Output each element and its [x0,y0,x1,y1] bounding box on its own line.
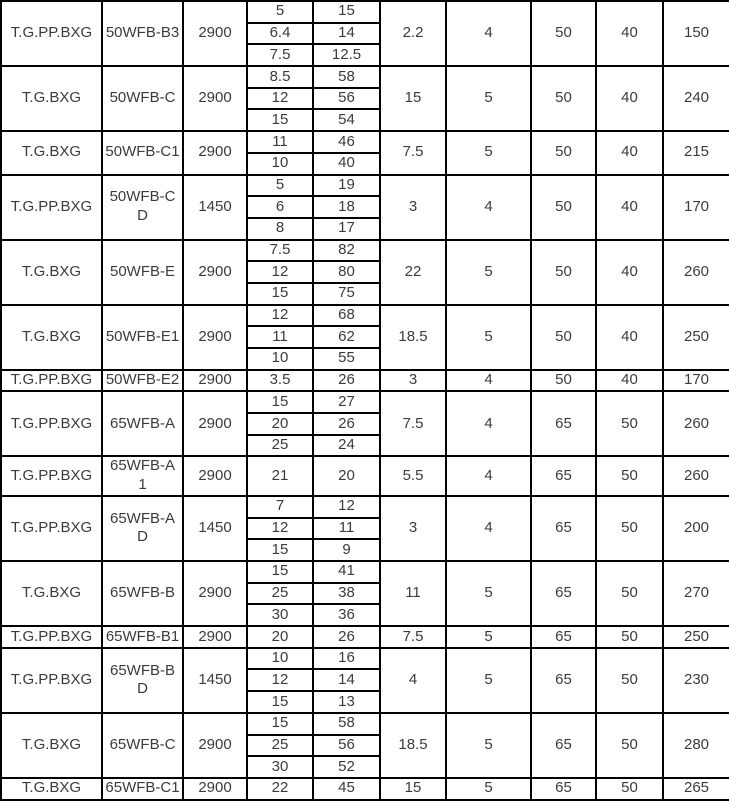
cell-head: 14 [313,23,380,45]
cell-material: T.G.PP.BXG [1,626,102,648]
cell-material: T.G.PP.BXG [1,456,102,496]
cell-speed: 2900 [183,240,247,305]
cell-value-3: 65 [531,648,596,713]
cell-value-3: 50 [531,131,596,174]
cell-value-4: 40 [596,175,663,240]
cell-value-3: 50 [531,240,596,305]
cell-head: 52 [313,756,380,778]
cell-flow: 15 [247,561,313,583]
cell-value-5: 260 [663,456,729,496]
cell-head: 56 [313,735,380,757]
cell-speed: 2900 [183,305,247,370]
cell-head: 40 [313,153,380,175]
cell-speed: 1450 [183,175,247,240]
cell-value-5: 230 [663,648,729,713]
cell-head: 38 [313,583,380,605]
cell-head: 16 [313,648,380,670]
cell-head: 82 [313,240,380,262]
cell-model: 65WFB-C [102,713,183,778]
cell-value-3: 50 [531,175,596,240]
cell-value-5: 250 [663,305,729,370]
cell-value-3: 50 [531,66,596,131]
cell-speed: 2900 [183,370,247,392]
cell-material: T.G.BXG [1,561,102,626]
cell-material: T.G.PP.BXG [1,1,102,66]
cell-flow: 15 [247,283,313,305]
cell-speed: 2900 [183,456,247,496]
cell-value-5: 250 [663,626,729,648]
cell-value-2: 5 [446,66,531,131]
cell-head: 26 [313,370,380,392]
cell-flow: 12 [247,261,313,283]
cell-flow: 7.5 [247,240,313,262]
cell-value-4: 40 [596,131,663,174]
cell-value-2: 5 [446,648,531,713]
cell-value-3: 65 [531,456,596,496]
cell-head: 12.5 [313,44,380,66]
cell-head: 14 [313,669,380,691]
cell-material: T.G.BXG [1,131,102,174]
cell-value-1: 5.5 [380,456,446,496]
cell-head: 18 [313,196,380,218]
table-row [1,305,729,327]
cell-value-5: 200 [663,496,729,561]
table-row [1,778,729,800]
cell-speed: 1450 [183,496,247,561]
cell-flow: 8 [247,218,313,240]
cell-flow: 25 [247,435,313,457]
cell-head: 54 [313,109,380,131]
cell-value-4: 40 [596,1,663,66]
cell-model: 50WFB-E1 [102,305,183,370]
cell-speed: 2900 [183,131,247,174]
cell-material: T.G.BXG [1,713,102,778]
cell-value-4: 50 [596,778,663,800]
cell-flow: 7 [247,496,313,518]
cell-head: 19 [313,175,380,197]
cell-head: 26 [313,626,380,648]
cell-flow: 20 [247,413,313,435]
cell-value-3: 65 [531,496,596,561]
cell-value-1: 7.5 [380,131,446,174]
cell-flow: 30 [247,756,313,778]
cell-flow: 3.5 [247,370,313,392]
cell-value-5: 240 [663,66,729,131]
cell-value-1: 7.5 [380,391,446,456]
table-row [1,175,729,197]
cell-value-4: 50 [596,456,663,496]
cell-value-4: 50 [596,626,663,648]
cell-speed: 2900 [183,778,247,800]
table-row [1,713,729,735]
cell-flow: 15 [247,539,313,561]
cell-head: 26 [313,413,380,435]
cell-flow: 15 [247,391,313,413]
cell-value-1: 18.5 [380,305,446,370]
cell-value-3: 65 [531,713,596,778]
cell-value-5: 280 [663,713,729,778]
cell-value-2: 4 [446,496,531,561]
cell-value-2: 4 [446,391,531,456]
cell-value-3: 50 [531,305,596,370]
cell-material: T.G.BXG [1,778,102,800]
cell-value-2: 5 [446,561,531,626]
cell-head: 15 [313,1,380,23]
cell-model: 50WFB-C D [102,175,183,240]
cell-value-4: 40 [596,305,663,370]
table-row [1,648,729,670]
cell-model: 50WFB-E [102,240,183,305]
cell-value-1: 15 [380,778,446,800]
cell-value-5: 215 [663,131,729,174]
cell-material: T.G.PP.BXG [1,175,102,240]
cell-value-4: 50 [596,496,663,561]
cell-model: 65WFB-B D [102,648,183,713]
cell-flow: 11 [247,131,313,153]
cell-value-4: 40 [596,66,663,131]
cell-flow: 15 [247,713,313,735]
cell-value-2: 5 [446,626,531,648]
cell-model: 50WFB-C1 [102,131,183,174]
cell-value-1: 3 [380,496,446,561]
cell-head: 9 [313,539,380,561]
cell-value-2: 4 [446,175,531,240]
cell-value-5: 170 [663,175,729,240]
cell-material: T.G.BXG [1,305,102,370]
cell-value-5: 260 [663,240,729,305]
cell-flow: 15 [247,691,313,713]
cell-flow: 8.5 [247,66,313,88]
table-row [1,66,729,88]
cell-value-5: 150 [663,1,729,66]
cell-value-1: 3 [380,175,446,240]
cell-value-2: 5 [446,131,531,174]
cell-speed: 2900 [183,561,247,626]
cell-model: 50WFB-C [102,66,183,131]
cell-head: 20 [313,456,380,496]
cell-model: 65WFB-A D [102,496,183,561]
table-row [1,391,729,413]
table-row [1,240,729,262]
cell-material: T.G.PP.BXG [1,648,102,713]
cell-value-1: 15 [380,66,446,131]
cell-value-2: 4 [446,370,531,392]
cell-value-1: 22 [380,240,446,305]
cell-value-4: 50 [596,391,663,456]
cell-model: 65WFB-C1 [102,778,183,800]
cell-value-3: 50 [531,1,596,66]
cell-value-3: 65 [531,391,596,456]
cell-value-2: 4 [446,456,531,496]
cell-head: 24 [313,435,380,457]
cell-value-1: 4 [380,648,446,713]
cell-value-1: 7.5 [380,626,446,648]
cell-flow: 5 [247,1,313,23]
cell-material: T.G.PP.BXG [1,370,102,392]
cell-flow: 25 [247,735,313,757]
cell-speed: 2900 [183,626,247,648]
cell-material: T.G.BXG [1,66,102,131]
table-row [1,626,729,648]
cell-flow: 7.5 [247,44,313,66]
cell-value-3: 65 [531,778,596,800]
cell-value-5: 260 [663,391,729,456]
cell-head: 58 [313,713,380,735]
cell-material: T.G.PP.BXG [1,391,102,456]
cell-speed: 1450 [183,648,247,713]
cell-value-5: 270 [663,561,729,626]
cell-flow: 20 [247,626,313,648]
cell-value-3: 65 [531,626,596,648]
cell-head: 27 [313,391,380,413]
cell-speed: 2900 [183,66,247,131]
cell-value-2: 5 [446,778,531,800]
cell-flow: 10 [247,153,313,175]
cell-flow: 25 [247,583,313,605]
cell-head: 62 [313,326,380,348]
cell-value-2: 5 [446,240,531,305]
cell-value-3: 50 [531,370,596,392]
cell-model: 50WFB-E2 [102,370,183,392]
table-row [1,561,729,583]
cell-head: 75 [313,283,380,305]
table-row [1,456,729,496]
table-row [1,131,729,153]
cell-flow: 22 [247,778,313,800]
cell-value-4: 40 [596,370,663,392]
cell-flow: 6 [247,196,313,218]
table-row [1,370,729,392]
cell-head: 46 [313,131,380,153]
cell-value-2: 5 [446,305,531,370]
cell-head: 11 [313,518,380,540]
cell-value-5: 170 [663,370,729,392]
cell-flow: 12 [247,518,313,540]
cell-value-1: 2.2 [380,1,446,66]
cell-head: 56 [313,88,380,110]
cell-head: 17 [313,218,380,240]
table-row [1,1,729,23]
cell-flow: 12 [247,88,313,110]
table-row [1,496,729,518]
cell-value-2: 5 [446,713,531,778]
cell-value-1: 3 [380,370,446,392]
cell-flow: 15 [247,109,313,131]
cell-value-3: 65 [531,561,596,626]
cell-model: 65WFB-B [102,561,183,626]
cell-value-4: 50 [596,713,663,778]
cell-head: 12 [313,496,380,518]
cell-speed: 2900 [183,713,247,778]
cell-value-4: 50 [596,648,663,713]
cell-material: T.G.BXG [1,240,102,305]
cell-head: 13 [313,691,380,713]
cell-flow: 6.4 [247,23,313,45]
cell-flow: 5 [247,175,313,197]
cell-flow: 12 [247,305,313,327]
cell-flow: 12 [247,669,313,691]
cell-speed: 2900 [183,1,247,66]
cell-material: T.G.PP.BXG [1,496,102,561]
cell-head: 58 [313,66,380,88]
cell-head: 36 [313,604,380,626]
cell-value-1: 11 [380,561,446,626]
cell-speed: 2900 [183,391,247,456]
cell-flow: 11 [247,326,313,348]
cell-head: 68 [313,305,380,327]
cell-model: 65WFB-A 1 [102,456,183,496]
cell-head: 80 [313,261,380,283]
cell-value-4: 40 [596,240,663,305]
cell-value-4: 50 [596,561,663,626]
cell-flow: 10 [247,648,313,670]
cell-head: 41 [313,561,380,583]
cell-flow: 21 [247,456,313,496]
cell-model: 65WFB-A [102,391,183,456]
cell-head: 45 [313,778,380,800]
pump-table-body [1,1,729,800]
cell-flow: 30 [247,604,313,626]
cell-value-1: 18.5 [380,713,446,778]
cell-value-2: 4 [446,1,531,66]
cell-model: 50WFB-B3 [102,1,183,66]
cell-model: 65WFB-B1 [102,626,183,648]
cell-head: 55 [313,348,380,370]
cell-value-5: 265 [663,778,729,800]
cell-flow: 10 [247,348,313,370]
